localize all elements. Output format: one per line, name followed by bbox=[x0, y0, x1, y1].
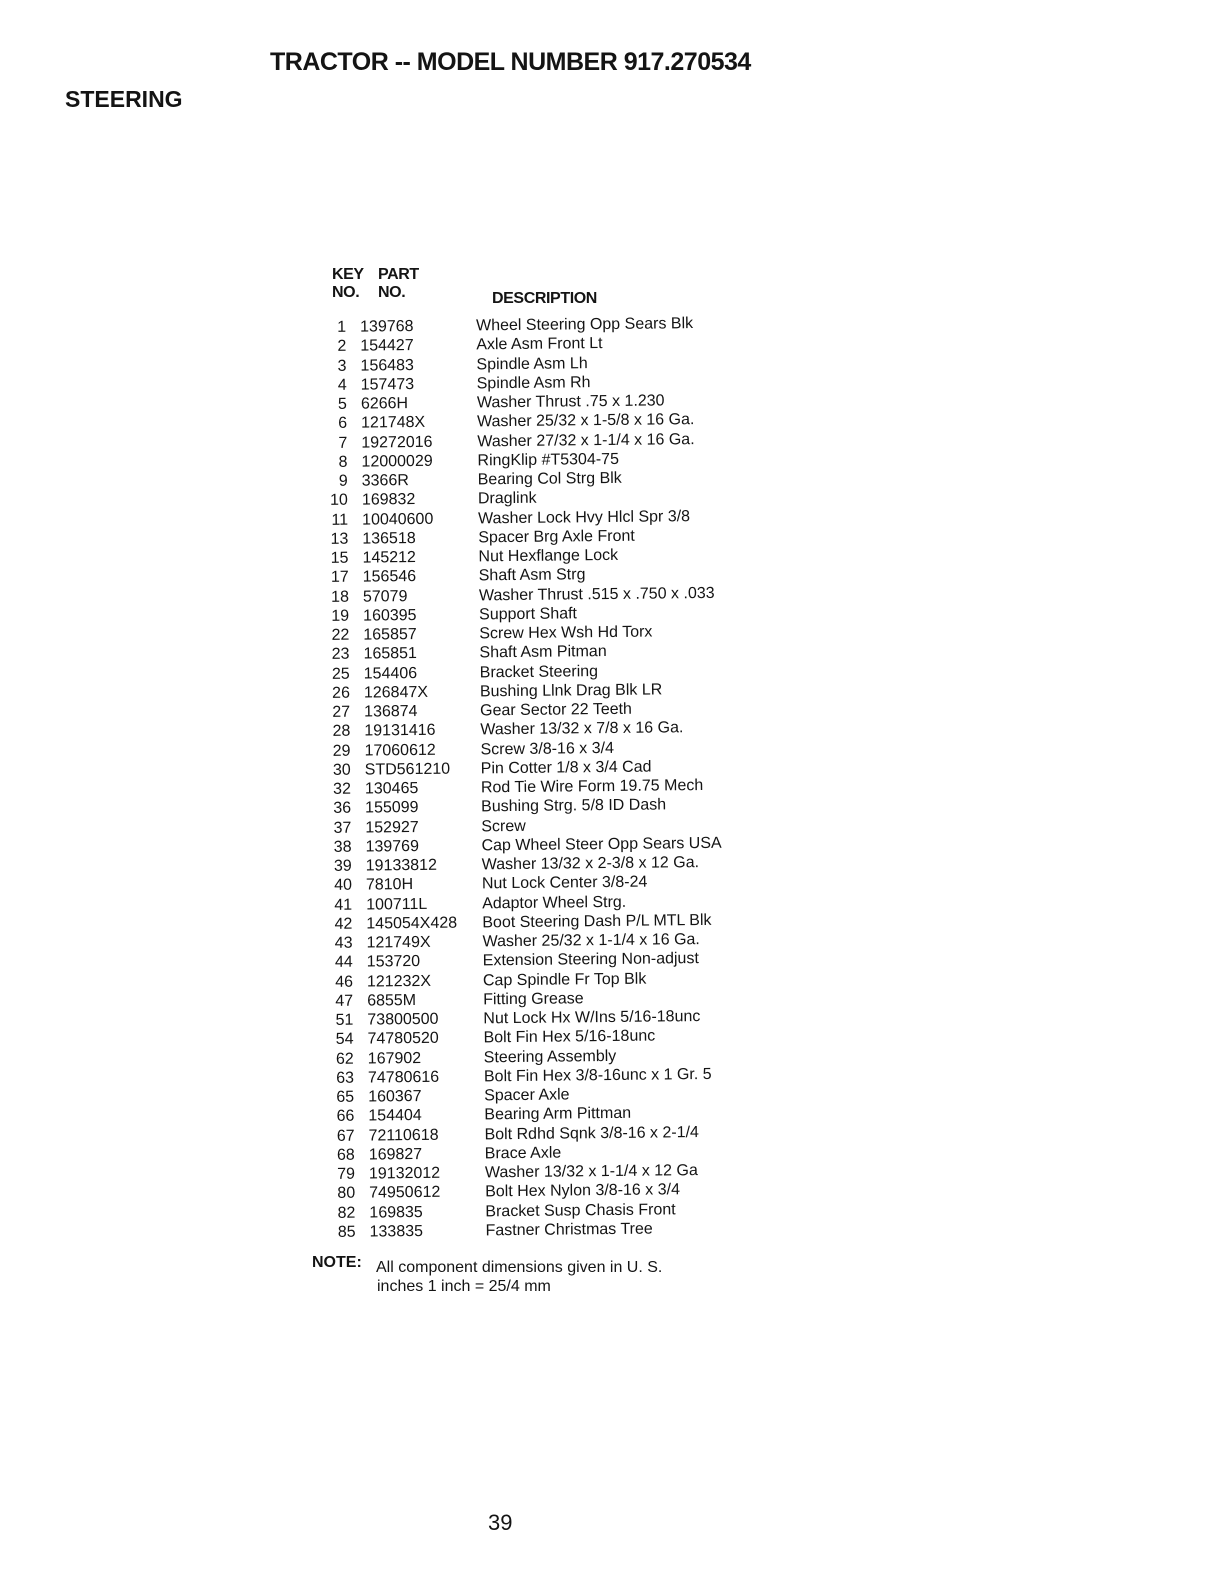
key-number: 2 bbox=[337, 337, 347, 356]
description: Spindle Asm Rh bbox=[476, 373, 591, 393]
part-number: 139768 bbox=[360, 318, 414, 336]
part-number: 3366R bbox=[361, 472, 409, 490]
description: Bushing Llnk Drag Blk LR bbox=[479, 681, 663, 701]
part-number: 152927 bbox=[365, 818, 419, 837]
key-number: 5 bbox=[337, 395, 347, 413]
key-number: 6 bbox=[338, 414, 348, 433]
description: Nut Lock Center 3/8-24 bbox=[481, 873, 648, 893]
description: Washer Thrust .75 x 1.230 bbox=[476, 392, 665, 412]
part-number: 100711L bbox=[366, 895, 428, 914]
key-number: 80 bbox=[337, 1184, 356, 1203]
part-number: 154406 bbox=[363, 664, 418, 683]
key-number: 19 bbox=[331, 607, 350, 625]
part-number: 136874 bbox=[364, 703, 418, 721]
part-number: 121748X bbox=[361, 414, 426, 432]
part-number: 145212 bbox=[362, 549, 416, 567]
description: Shaft Asm Pitman bbox=[479, 643, 607, 662]
key-number: 82 bbox=[337, 1204, 356, 1222]
key-number: 13 bbox=[330, 530, 349, 548]
part-number: 169835 bbox=[369, 1203, 423, 1222]
part-number: 165857 bbox=[363, 626, 417, 644]
key-number: 28 bbox=[332, 722, 351, 741]
description: Washer 25/32 x 1-5/8 x 16 Ga. bbox=[477, 411, 695, 431]
description: Spacer Brg Axle Front bbox=[478, 527, 635, 547]
parts-list bbox=[320, 313, 800, 1242]
part-number: 157473 bbox=[360, 375, 415, 394]
description: Washer Lock Hvy Hlcl Spr 3/8 bbox=[478, 507, 691, 527]
description: Brace Axle bbox=[484, 1144, 562, 1163]
key-number: 54 bbox=[335, 1030, 354, 1049]
key-number: 11 bbox=[331, 511, 349, 529]
column-header-part-line2: NO. bbox=[378, 284, 406, 301]
key-number: 30 bbox=[332, 761, 351, 779]
table-row bbox=[329, 1218, 799, 1242]
part-number: 73800500 bbox=[367, 1010, 439, 1029]
description: Bolt Hex Nylon 3/8-16 x 3/4 bbox=[485, 1181, 681, 1201]
part-number: 19132012 bbox=[368, 1164, 441, 1183]
key-number: 40 bbox=[334, 876, 353, 895]
description: Washer 13/32 x 1-1/4 x 12 Ga bbox=[484, 1162, 698, 1182]
key-number: 15 bbox=[330, 549, 349, 567]
key-number: 22 bbox=[331, 626, 350, 644]
part-number: 153720 bbox=[366, 953, 421, 971]
key-number: 63 bbox=[336, 1069, 355, 1087]
key-number: 25 bbox=[331, 665, 350, 683]
column-header-key-line1: KEY bbox=[332, 266, 364, 283]
description: Bolt Rdhd Sqnk 3/8-16 x 2-1/4 bbox=[484, 1123, 699, 1143]
key-number: 17 bbox=[330, 568, 349, 587]
description: Cap Wheel Steer Opp Sears USA bbox=[481, 834, 722, 855]
key-number: 85 bbox=[337, 1223, 356, 1241]
description: Bushing Strg. 5/8 ID Dash bbox=[481, 796, 667, 816]
part-number: 126847X bbox=[363, 683, 429, 702]
description: Screw 3/8-16 x 3/4 bbox=[480, 739, 615, 758]
key-number: 51 bbox=[335, 1011, 354, 1029]
part-number: 17060612 bbox=[364, 741, 436, 760]
page-number: 39 bbox=[488, 1510, 513, 1535]
part-number: 145054X428 bbox=[366, 914, 458, 933]
description: Bearing Col Strg Blk bbox=[477, 469, 622, 489]
part-number: 6266H bbox=[360, 395, 409, 413]
key-number: 62 bbox=[335, 1050, 354, 1068]
part-number: 136518 bbox=[362, 529, 416, 548]
description: Spindle Asm Lh bbox=[476, 354, 588, 373]
part-number: 121232X bbox=[366, 972, 432, 991]
description: Steering Assembly bbox=[483, 1047, 617, 1066]
key-number: 23 bbox=[331, 645, 350, 664]
description: Rod Tie Wire Form 19.75 Mech bbox=[480, 777, 704, 797]
key-number: 32 bbox=[333, 780, 352, 798]
description: Shaft Asm Strg bbox=[478, 566, 586, 585]
note-line-2: inches 1 inch = 25/4 mm bbox=[377, 1278, 551, 1295]
description: Bracket Susp Chasis Front bbox=[485, 1200, 676, 1220]
key-number: 43 bbox=[334, 934, 353, 952]
key-number: 44 bbox=[334, 953, 353, 972]
description: Support Shaft bbox=[479, 605, 578, 624]
note-label: NOTE: bbox=[312, 1254, 362, 1271]
part-number: 74950612 bbox=[369, 1184, 441, 1202]
part-number: 19131416 bbox=[364, 722, 436, 740]
key-number: 3 bbox=[337, 357, 347, 375]
description: Bolt Fin Hex 5/16-18unc bbox=[483, 1027, 656, 1047]
key-number: 27 bbox=[332, 703, 351, 721]
part-number: 154404 bbox=[368, 1107, 422, 1125]
description: Bearing Arm Pittman bbox=[484, 1105, 632, 1124]
description: Adaptor Wheel Strg. bbox=[482, 893, 627, 912]
key-number: 36 bbox=[333, 799, 352, 818]
description: Bolt Fin Hex 3/8-16unc x 1 Gr. 5 bbox=[483, 1065, 712, 1086]
column-header-key bbox=[332, 266, 364, 302]
key-number: 1 bbox=[337, 318, 347, 336]
section-title: STEERING bbox=[65, 86, 183, 112]
part-number: 154427 bbox=[360, 337, 414, 355]
key-number: 79 bbox=[337, 1165, 356, 1183]
part-number: 72110618 bbox=[368, 1126, 439, 1145]
part-number: 169832 bbox=[361, 491, 416, 509]
part-number: 156483 bbox=[360, 356, 414, 375]
description: Axle Asm Front Lt bbox=[476, 335, 603, 354]
description: Screw Hex Wsh Hd Torx bbox=[479, 623, 653, 643]
description: Boot Steering Dash P/L MTL Blk bbox=[482, 911, 712, 932]
part-number: 156546 bbox=[362, 568, 417, 586]
part-number: 6855M bbox=[367, 991, 417, 1010]
part-number: 74780520 bbox=[367, 1030, 439, 1048]
page-title: TRACTOR -- MODEL NUMBER 917.270534 bbox=[270, 48, 751, 76]
column-header-part bbox=[378, 266, 419, 302]
key-number: 68 bbox=[336, 1146, 355, 1164]
column-header-key-line2: NO. bbox=[332, 284, 360, 301]
part-number: 139769 bbox=[365, 837, 420, 856]
description: Nut Hexflange Lock bbox=[478, 546, 619, 566]
description: Washer 13/32 x 7/8 x 16 Ga. bbox=[480, 719, 684, 739]
key-number: 42 bbox=[334, 915, 353, 933]
part-number: 133835 bbox=[369, 1222, 424, 1241]
description: Washer Thrust .515 x .750 x .033 bbox=[478, 584, 715, 604]
part-number: 155099 bbox=[365, 799, 419, 817]
description: Cap Spindle Fr Top Blk bbox=[482, 970, 647, 989]
description: Gear Sector 22 Teeth bbox=[480, 700, 633, 720]
key-number: 39 bbox=[333, 857, 352, 875]
key-number: 41 bbox=[334, 896, 353, 914]
part-number: 165851 bbox=[363, 645, 418, 663]
description: Extension Steering Non-adjust bbox=[482, 950, 699, 970]
part-number: 10040600 bbox=[362, 510, 434, 529]
part-number: 12000029 bbox=[361, 452, 433, 471]
part-number: 121749X bbox=[366, 933, 431, 952]
description: Washer 27/32 x 1-1/4 x 16 Ga. bbox=[477, 430, 695, 450]
note-line-1: All component dimensions given in U. S. bbox=[376, 1259, 663, 1276]
key-number: 67 bbox=[336, 1127, 355, 1145]
part-number: 169827 bbox=[368, 1145, 423, 1164]
part-number: STD561210 bbox=[364, 760, 451, 779]
part-number: 74780616 bbox=[367, 1068, 440, 1087]
key-number: 7 bbox=[338, 434, 348, 452]
description: Pin Cotter 1/8 x 3/4 Cad bbox=[480, 758, 652, 778]
key-number: 47 bbox=[335, 992, 354, 1010]
key-number: 65 bbox=[336, 1088, 355, 1106]
part-number: 19272016 bbox=[361, 433, 433, 452]
key-number: 46 bbox=[335, 973, 354, 991]
description: Washer 13/32 x 2-3/8 x 12 Ga. bbox=[481, 854, 700, 874]
description: RingKlip #T5304-75 bbox=[477, 450, 620, 470]
description: Draglink bbox=[477, 489, 537, 508]
key-number: 37 bbox=[333, 819, 352, 837]
key-number: 38 bbox=[333, 838, 352, 856]
part-number: 160367 bbox=[368, 1087, 422, 1106]
key-number: 8 bbox=[338, 453, 348, 471]
description: Washer 25/32 x 1-1/4 x 16 Ga. bbox=[482, 931, 700, 951]
description: Wheel Steering Opp Sears Blk bbox=[476, 315, 694, 335]
column-header-description: DESCRIPTION bbox=[492, 290, 597, 307]
key-number: 4 bbox=[337, 376, 347, 394]
key-number: 9 bbox=[338, 472, 348, 490]
part-number: 7810H bbox=[365, 876, 414, 894]
key-number: 10 bbox=[330, 491, 349, 510]
key-number: 26 bbox=[332, 684, 351, 702]
part-number: 57079 bbox=[362, 587, 408, 606]
part-number: 167902 bbox=[367, 1049, 422, 1068]
part-number: 160395 bbox=[363, 606, 417, 625]
description: Fitting Grease bbox=[483, 990, 584, 1009]
column-header-part-line1: PART bbox=[378, 266, 419, 283]
part-number: 19133812 bbox=[365, 856, 438, 875]
description: Bracket Steering bbox=[479, 662, 599, 681]
key-number: 66 bbox=[336, 1107, 355, 1126]
description: Screw bbox=[481, 817, 526, 835]
part-number: 130465 bbox=[364, 779, 419, 798]
description: Nut Lock Hx W/Ins 5/16-18unc bbox=[483, 1008, 701, 1028]
note-text bbox=[376, 1258, 736, 1296]
key-number: 29 bbox=[332, 742, 351, 760]
key-number: 18 bbox=[331, 588, 350, 606]
description: Spacer Axle bbox=[484, 1086, 570, 1105]
description: Fastner Christmas Tree bbox=[485, 1220, 653, 1240]
